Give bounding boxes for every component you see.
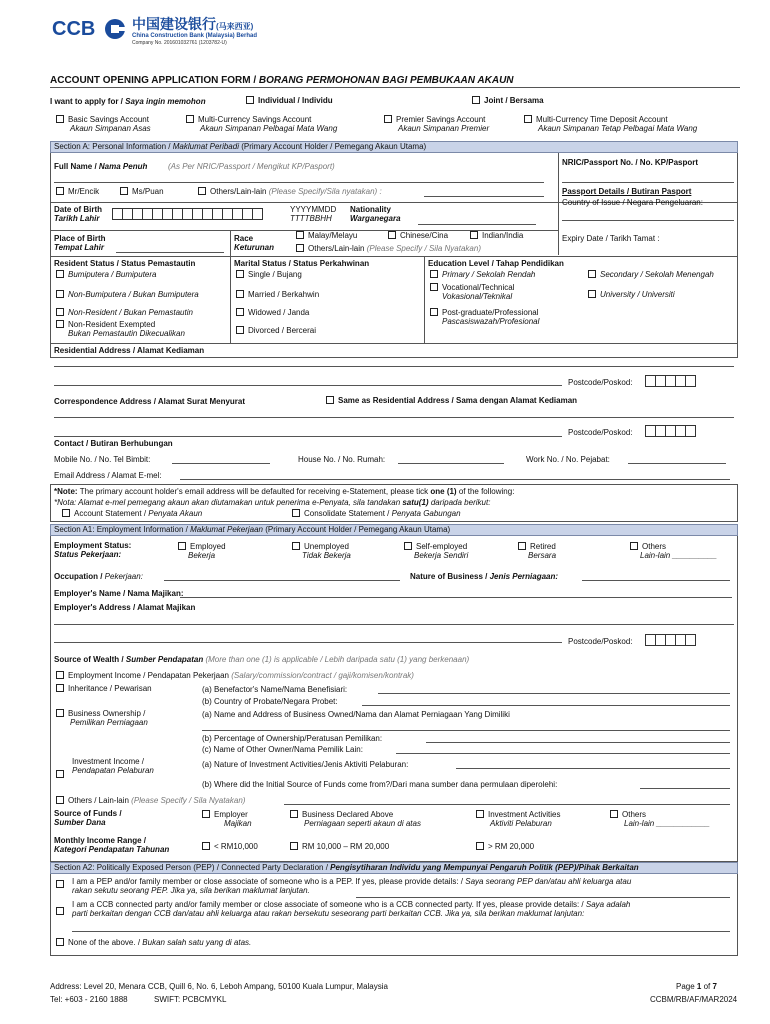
race-indian-checkbox[interactable]: Indian/India xyxy=(470,231,523,240)
employer-name-field[interactable] xyxy=(180,597,732,598)
email-label: Email Address / Alamat E-mel: xyxy=(54,471,162,480)
occupation-field[interactable] xyxy=(164,580,400,581)
income-low-checkbox[interactable]: < RM10,000 xyxy=(202,842,258,851)
pep2-checkbox[interactable] xyxy=(56,907,68,916)
pep-none-checkbox[interactable]: None of the above. / Bukan salah satu yang di atas. xyxy=(56,938,251,947)
marital-married-checkbox[interactable]: Married / Berkahwin xyxy=(236,290,319,299)
edu-title: Education Level / Tahap Pendidikan xyxy=(428,259,564,268)
pob-label: Place of Birth Tempat Lahir xyxy=(54,234,106,253)
apply-joint-checkbox[interactable]: Joint / Bersama xyxy=(472,96,544,105)
account-timedeposit-checkbox[interactable]: Multi-Currency Time Deposit Account Akaun Simpanan Tetap Pelbagai Mata Wang xyxy=(524,115,697,133)
income-high-checkbox[interactable]: > RM 20,000 xyxy=(476,842,534,851)
section-a2-header: Section A2: Politically Exposed Person (PEP) / Connected Party Declaration / Pengisytiharan Individu yang Mempunyai Pengaruh Politik (PEP)/Pihak Berkaitan xyxy=(50,862,738,874)
passport-details-label: Passport Details / Butiran Pasport xyxy=(562,187,692,196)
pep1-text: I am a PEP and/or family member or close associate of someone who is a PEP. If yes, please provide details: / Saya seorang PEP dan/atau ahli keluarga atau rakan sekutu seorang PEP. Jika ya, sila berikan maklumat lanjutan. xyxy=(72,877,632,896)
wealth-others-checkbox[interactable]: Others / Lain-lain (Please Specify / Sila Nyatakan) xyxy=(56,796,245,805)
employer-name-label: Employer's Name / Nama Majikan: xyxy=(54,589,184,598)
apply-individual-checkbox[interactable]: Individual / Individu xyxy=(246,96,333,105)
wealth-inheritance-checkbox[interactable]: Inheritance / Pewarisan xyxy=(56,684,152,693)
funds-label: Source of Funds / Sumber Dana xyxy=(54,809,122,828)
house-label: House No. / No. Rumah: xyxy=(298,455,386,464)
resident-nonbumi-checkbox[interactable]: Non-Bumiputera / Bukan Bumiputera xyxy=(56,290,199,299)
nationality-label: Nationality Warganegara xyxy=(350,205,401,224)
res-addr-label: Residential Address / Alamat Kediaman xyxy=(54,346,205,355)
title-mr-checkbox[interactable]: Mr/Encik xyxy=(56,187,99,196)
race-label: Race Keturunan xyxy=(234,234,274,253)
invest-label: Investment Income / Pendapatan Pelaburan xyxy=(72,757,154,776)
account-premier-checkbox[interactable]: Premier Savings Account Akaun Simpanan Premier xyxy=(384,115,489,133)
inv-a-label: (a) Nature of Investment Activities/Jenis Aktiviti Pelaburan: xyxy=(202,760,409,769)
bank-name-en: China Construction Bank (Malaysia) Berhad xyxy=(132,33,258,39)
emp-postcode-label: Postcode/Poskod: xyxy=(568,637,633,646)
occupation-label: Occupation / Pekerjaan: xyxy=(54,572,143,581)
resident-title: Resident Status / Status Pemastautin xyxy=(54,259,196,268)
bank-name-cn: 中国建设银行(马来西亚) xyxy=(132,16,254,32)
status-others-checkbox[interactable]: Others Lain-lain __________ xyxy=(630,542,717,560)
dob-field[interactable] xyxy=(112,208,262,220)
inh-a-label: (a) Benefactor's Name/Nama Benefisiari: xyxy=(202,685,348,694)
res-postcode-label: Postcode/Poskod: xyxy=(568,378,633,387)
ccb-logo: CCB xyxy=(52,18,96,40)
marital-divorced-checkbox[interactable]: Divorced / Bercerai xyxy=(236,326,316,335)
resident-exempt-checkbox[interactable]: Non-Resident Exempted Bukan Pemastautin Dikecualikan xyxy=(56,320,185,338)
race-others-checkbox[interactable]: Others/Lain-lain (Please Specify / Sila Nyatakan) xyxy=(296,244,481,253)
footer-tel: Tel: +603 - 2160 1888 xyxy=(50,995,128,1004)
full-name-label: Full Name / Nama Penuh xyxy=(54,162,148,171)
wealth-business-checkbox[interactable]: Business Ownership / Pemilikan Perniagaan xyxy=(56,709,148,727)
edu-postgrad-checkbox[interactable]: Post-graduate/Professional Pascasiswazah/Profesional xyxy=(430,308,539,326)
emp-postcode-field[interactable] xyxy=(645,634,695,646)
status-employed-checkbox[interactable]: Employed Bekerja xyxy=(178,542,226,560)
mobile-label: Mobile No. / No. Tel Bimbit: xyxy=(54,455,151,464)
form-title: ACCOUNT OPENING APPLICATION FORM / BORANG PERMOHONAN BAGI PEMBUKAAN AKAUN xyxy=(50,75,514,86)
footer-swift: SWIFT: PCBCMYKL xyxy=(154,995,227,1004)
race-malay-checkbox[interactable]: Malay/Melayu xyxy=(296,231,357,240)
corr-postcode-label: Postcode/Poskod: xyxy=(568,428,633,437)
nature-field[interactable] xyxy=(582,580,730,581)
section-a1-header: Section A1: Employment Information / Maklumat Pekerjaan (Primary Account Holder / Pemegang Akaun Utama) xyxy=(50,524,738,536)
funds-others-checkbox[interactable]: Others Lain-lain ____________ xyxy=(610,810,710,828)
house-field[interactable] xyxy=(398,463,504,464)
race-chinese-checkbox[interactable]: Chinese/Cina xyxy=(388,231,448,240)
title-ms-checkbox[interactable]: Ms/Puan xyxy=(120,187,164,196)
inv-b-label: (b) Where did the Initial Source of Funds come from?/Dari mana sumber dana permulaan diperolehi: xyxy=(202,780,558,789)
edu-vocational-checkbox[interactable]: Vocational/Technical Vokasional/Teknikal xyxy=(430,283,515,301)
corr-postcode-field[interactable] xyxy=(645,425,695,437)
res-postcode-field[interactable] xyxy=(645,375,695,387)
account-basic-checkbox[interactable]: Basic Savings Account Akaun Simpanan Asas xyxy=(56,115,151,133)
dob-label: Date of Birth Tarikh Lahir xyxy=(54,205,102,224)
status-unemployed-checkbox[interactable]: Unemployed Tidak Bekerja xyxy=(292,542,351,560)
mobile-field[interactable] xyxy=(172,463,270,464)
edu-secondary-checkbox[interactable]: Secondary / Sekolah Menengah xyxy=(588,270,714,279)
contact-label: Contact / Butiran Berhubungan xyxy=(54,439,173,448)
work-field[interactable] xyxy=(628,463,726,464)
company-no: Company No. 201601032761 (1203782-U) xyxy=(132,40,227,46)
status-retired-checkbox[interactable]: Retired Bersara xyxy=(518,542,556,560)
biz-a-label: (a) Name and Address of Business Owned/Nama dan Alamat Perniagaan Yang Dimiliki xyxy=(202,710,510,719)
full-name-hint: (As Per NRIC/Passport / Mengikut KP/Pasport) xyxy=(168,162,335,171)
note-ms: *Nota: Alamat e-mel pemegang akaun akan diutamakan untuk penerima e-Penyata, sila tandakan satu(1) daripada berikut: xyxy=(54,498,491,507)
ccb-emblem-icon xyxy=(104,18,126,40)
country-issue-label: Country of Issue / Negara Pengeluaran: xyxy=(562,198,703,207)
emp-status-label: Employment Status: Status Pekerjaan: xyxy=(54,541,132,560)
marital-title: Marital Status / Status Perkahwinan xyxy=(234,259,370,268)
stmt-consol-checkbox[interactable]: Consolidate Statement / Penyata Gabungan xyxy=(292,509,461,518)
apply-for-label: I want to apply for / Saya ingin memohon xyxy=(50,97,206,106)
dob-format: YYYYMMDD TTTTBBHH xyxy=(290,205,337,224)
nric-label: NRIC/Passport No. / No. KP/Pasport xyxy=(562,158,699,167)
wealth-investment-checkbox[interactable] xyxy=(56,763,68,778)
employer-addr-label: Employer's Address / Alamat Majikan xyxy=(54,603,196,612)
note-en: *Note: The primary account holder's email address will be defaulted for receiving e-Statement, please tick one (1) of the following: xyxy=(54,487,515,496)
full-name-field[interactable] xyxy=(54,182,544,183)
edu-university-checkbox[interactable]: University / Universiti xyxy=(588,290,675,299)
stmt-account-checkbox[interactable]: Account Statement / Penyata Akaun xyxy=(62,509,202,518)
wealth-title: Source of Wealth / Sumber Pendapatan (More than one (1) is applicable / Lebih daripada satu (1) yang berkenaan) xyxy=(54,655,470,664)
page-number: Page 1 of 7 xyxy=(676,982,717,991)
funds-business-checkbox[interactable]: Business Declared Above Perniagaan seperti akaun di atas xyxy=(290,810,421,828)
wealth-employment-checkbox[interactable]: Employment Income / Pendapatan Pekerjaan (Salary/commission/contract / gaji/komisen/kontrak) xyxy=(56,671,414,680)
income-label: Monthly Income Range / Kategori Pendapatan Tahunan xyxy=(54,836,170,855)
biz-b-label: (b) Percentage of Ownership/Peratusan Pemilikan: xyxy=(202,734,383,743)
inh-b-label: (b) Country of Probate/Negara Probet: xyxy=(202,697,338,706)
nature-label: Nature of Business / Jenis Perniagaan: xyxy=(410,572,559,581)
email-field[interactable] xyxy=(180,479,730,480)
status-self-checkbox[interactable]: Self-employed Bekerja Sendiri xyxy=(404,542,468,560)
resident-bumi-checkbox[interactable]: Bumiputera / Bumiputera xyxy=(56,270,157,279)
pep2-text: I am a CCB connected party and/or family member or close associate of someone who is a CCB connected party. If yes, please provide details: / Saya adalah parti berkaitan dengan CCB dan/atau ahli keluarga atau rakan bersekutu seseorang parti berkaitan CCB. Jika ya, sila berikan maklumat lanjutan: xyxy=(72,900,631,919)
work-label: Work No. / No. Pejabat: xyxy=(526,455,610,464)
funds-investment-checkbox[interactable]: Investment Activities Aktiviti Pelaburan xyxy=(476,810,560,828)
footer-address: Address: Level 20, Menara CCB, Quill 6, No. 6, Leboh Ampang, 50100 Kuala Lumpur, Malaysia xyxy=(50,982,388,991)
form-code: CCBM/RB/AF/MAR2024 xyxy=(650,995,738,1004)
pep1-checkbox[interactable] xyxy=(56,880,68,889)
marital-widowed-checkbox[interactable]: Widowed / Janda xyxy=(236,308,309,317)
pob-field[interactable] xyxy=(116,252,224,253)
income-mid-checkbox[interactable]: RM 10,000 – RM 20,000 xyxy=(290,842,389,851)
edu-primary-checkbox[interactable]: Primary / Sekolah Rendah xyxy=(430,270,535,279)
funds-employer-checkbox[interactable]: Employer Majikan xyxy=(202,810,252,828)
expiry-label: Expiry Date / Tarikh Tamat : xyxy=(562,234,660,243)
marital-single-checkbox[interactable]: Single / Bujang xyxy=(236,270,302,279)
same-as-checkbox[interactable]: Same as Residential Address / Sama dengan Alamat Kediaman xyxy=(326,396,577,405)
corr-addr-label: Correspondence Address / Alamat Surat Menyurat xyxy=(54,397,246,406)
section-a-header: Section A: Personal Information / Maklumat Peribadi (Primary Account Holder / Pemegang Akaun Utama) xyxy=(50,141,738,153)
nric-field[interactable] xyxy=(562,182,734,183)
title-others-checkbox[interactable]: Others/Lain-lain (Please Specify/Sila nyatakan) : xyxy=(198,187,382,196)
biz-c-label: (c) Name of Other Owner/Nama Pemilik Lain: xyxy=(202,745,363,754)
nationality-field[interactable] xyxy=(418,224,536,225)
account-multicurrency-checkbox[interactable]: Multi-Currency Savings Account Akaun Simpanan Pelbagai Mata Wang xyxy=(186,115,337,133)
resident-nonres-checkbox[interactable]: Non-Resident / Bukan Pemastautin xyxy=(56,308,193,317)
